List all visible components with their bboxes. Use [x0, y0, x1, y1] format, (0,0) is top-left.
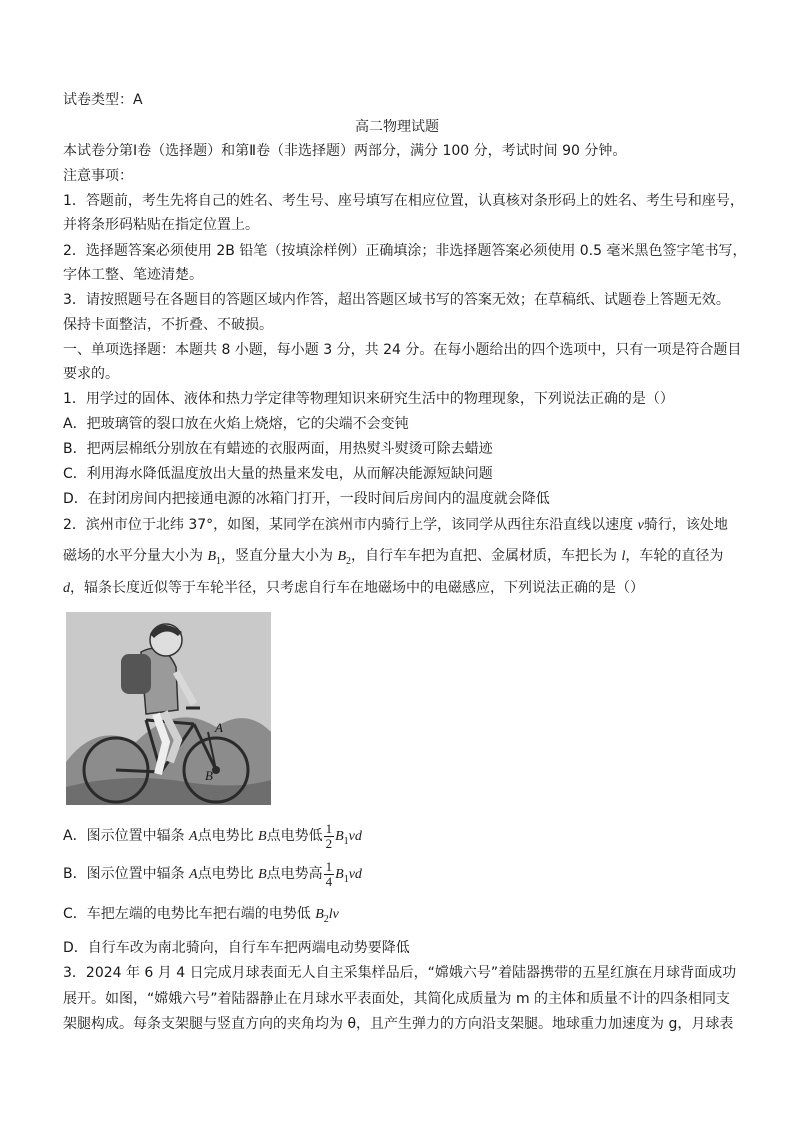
q1-option-d: D．在封闭房间内把接通电源的冰箱门打开，一段时间后房间内的温度就会降低 — [63, 491, 550, 507]
cyclist-figure — [66, 612, 271, 805]
q1-stem: 1．用学过的固体、液体和热力学定律等物理知识来研究生活中的物理现象，下列说法正确的是（） — [63, 391, 674, 407]
q2-stem-line-2: 磁场的水平分量大小为 $B_1$，竖直分量大小为 $B_2$，自行车车把为直把、金属材质，车把长为 l，车轮的直径为 — [63, 548, 724, 567]
note-2-line-1: 2．选择题答案必须使用 2B 铅笔（按填涂样例）正确填涂；非选择题答案必须使用 0.5 毫米黑色签字笔书写， — [63, 243, 747, 259]
cyclist-illustration — [66, 612, 271, 805]
q2-option-a: A．图示位置中辐条 A点电势比 B点电势低 $\frac{1}{2}$ $B_1vd$ — [63, 820, 362, 851]
note-3-line-1: 3．请按照题号在各题目的答题区域内作答，超出答题区域书写的答案无效；在草稿纸、试题卷上答题无效。 — [63, 292, 730, 308]
exam-type: 试卷类型：A — [63, 92, 143, 108]
q3-stem-line-1: 3．2024 年 6 月 4 日完成月球表面无人自主采集样品后，“嫦娥六号”着陆器携带的五星红旗在月球背面成功 — [63, 965, 737, 981]
q3-stem-line-3: 架腿构成。每条支架腿与竖直方向的夹角均为 θ，且产生弹力的方向沿支架腿。地球重力加速度为 g，月球表 — [63, 1016, 734, 1032]
note-2-line-2: 字体工整、笔迹清楚。 — [63, 267, 203, 283]
exam-title: 高二物理试题 — [355, 119, 439, 135]
fraction-one-quarter: $\frac{1}{4}$ — [325, 858, 333, 889]
q2-option-d: D．自行车改为南北骑向，自行车车把两端电动势要降低 — [63, 940, 410, 956]
q2-option-b: B．图示位置中辐条 A点电势比 B点电势高 $\frac{1}{4}$ $B_1vd$ — [63, 858, 362, 889]
note-3-line-2: 保持卡面整洁，不折叠、不破损。 — [63, 317, 273, 333]
fraction-one-half: $\frac{1}{2}$ — [325, 820, 333, 851]
q2-option-c: C．车把左端的电势比车把右端的电势低 $B_2lv$ — [63, 906, 339, 925]
q1-option-c: C．利用海水降低温度放出大量的热量来发电，从而解决能源短缺问题 — [63, 466, 493, 482]
q1-option-b: B．把两层棉纸分别放在有蜡迹的衣服两面，用热熨斗熨烫可除去蜡迹 — [63, 441, 493, 457]
q2-stem-line-1: 2．滨州市位于北纬 37°，如图，某同学在滨州市内骑行上学，该同学从西往东沿直线以速度 v骑行，该处地 — [63, 517, 728, 533]
q3-stem-line-2: 展开。如图，“嫦娥六号”着陆器静止在月球水平表面处，其简化成质量为 m 的主体和质量不计的四条相同支 — [63, 991, 731, 1007]
section-1-heading-line-1: 一、单项选择题：本题共 8 小题，每小题 3 分，共 24 分。在每小题给出的四个选项中，只有一项是符合题目 — [63, 342, 742, 358]
q1-option-a: A．把玻璃管的裂口放在火焰上烧熔，它的尖端不会变钝 — [63, 416, 409, 432]
exam-intro: 本试卷分第Ⅰ卷（选择题）和第Ⅱ卷（非选择题）两部分，满分 100 分，考试时间 90 分钟。 — [63, 143, 627, 159]
section-1-heading-line-2: 要求的。 — [63, 366, 119, 382]
q2-stem-line-3: d，辐条长度近似等于车轮半径，只考虑自行车在地磁场中的电磁感应，下列说法正确的是（） — [63, 580, 644, 596]
figure-label-a: A — [215, 720, 223, 735]
velocity-symbol: v — [637, 518, 644, 533]
note-1-line-2: 并将条形码粘贴在指定位置上。 — [63, 217, 259, 233]
figure-label-b: B — [205, 768, 213, 783]
notes-heading: 注意事项： — [63, 168, 133, 184]
note-1-line-1: 1．答题前，考生先将自己的姓名、考生号、座号填写在相应位置，认真核对条形码上的姓名、考生号和座号， — [63, 193, 744, 209]
